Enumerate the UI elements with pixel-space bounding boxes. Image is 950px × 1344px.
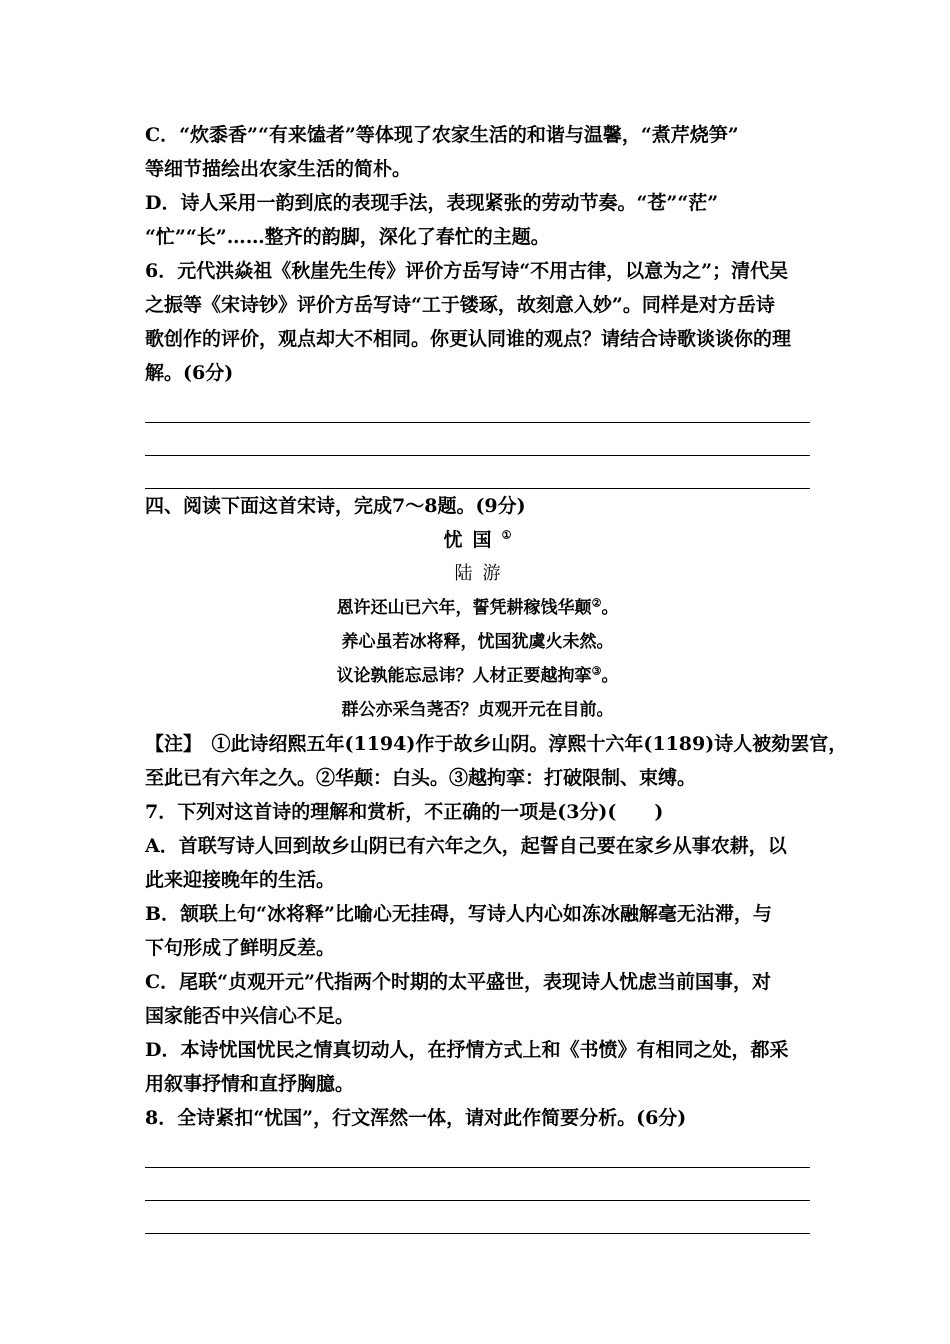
q7-option-c-line1[interactable]: C．尾联“贞观开元”代指两个时期的太平盛世，表现诗人忧虑当前国事，对	[145, 971, 771, 993]
poem-title-note: ①	[501, 528, 522, 542]
poem-line-text: 恩许还山已六年，誓凭耕稼饯华颠	[336, 598, 592, 618]
poem-author: 陆游	[454, 563, 511, 584]
poem-line-text: 群公亦采刍荛否？贞观开元在目前。	[341, 700, 614, 720]
document-page	[145, 118, 848, 1234]
q6-line3: 歌创作的评价，观点却大不相同。你更认同谁的观点？请结合诗歌谈谈你的理	[145, 328, 792, 350]
poem-line-note: ②	[591, 596, 602, 610]
q7-option-a-line2[interactable]: 此来迎接晚年的生活。	[145, 869, 336, 891]
poem-line-text: 议论孰能忘忌讳？人材正要越拘挛	[336, 666, 592, 686]
q6-line1: 6．元代洪焱祖《秋崖先生传》评价方岳写诗“不用古律，以意为之”；清代吴	[145, 260, 789, 282]
q6-answer-line[interactable]	[145, 390, 810, 423]
q7-stem: 7．下列对这首诗的理解和赏析，不正确的一项是(3分)( )	[145, 801, 664, 823]
poem-note-line2: 至此已有六年之久。②华颠：白头。③越拘挛：打破限制、束缚。	[145, 767, 697, 789]
poem-title-text: 忧国	[443, 529, 502, 551]
q7-option-d-line2[interactable]: 用叙事抒情和直抒胸臆。	[145, 1073, 355, 1095]
poem-line-note: ③	[591, 664, 602, 678]
q6-answer-line[interactable]	[145, 456, 810, 489]
poem-line	[145, 693, 810, 727]
q6-line2: 之振等《宋诗钞》评价方岳写诗“工于镂琢，故刻意入妙”。同样是对方岳诗	[145, 294, 775, 316]
q7-option-a-line1[interactable]: A．首联写诗人回到故乡山阴已有六年之久，起誓自己要在家乡从事农耕，以	[145, 835, 787, 857]
poem-line	[145, 659, 810, 693]
q7-option-b-line2[interactable]: 下句形成了鲜明反差。	[145, 937, 336, 959]
poem-note-line1: 【注】 ①此诗绍熙五年(1194)作于故乡山阴。淳熙十六年(1189)诗人被劾罢官，	[145, 733, 848, 755]
q5-option-d-line2: “忙”“长”……整齐的韵脚，深化了春忙的主题。	[145, 226, 550, 248]
q7-option-c-line2[interactable]: 国家能否中兴信心不足。	[145, 1005, 355, 1027]
q5-option-c-line2: 等细节描绘出农家生活的简朴。	[145, 158, 412, 180]
poem-title	[145, 523, 810, 557]
q8-answer-line[interactable]	[145, 1168, 810, 1201]
q8-stem: 8．全诗紧扣“忧国”，行文浑然一体，请对此作简要分析。(6分)	[145, 1107, 687, 1129]
poem-line-end: 。	[601, 666, 619, 686]
section4-heading: 四、阅读下面这首宋诗，完成7～8题。(9分)	[145, 495, 526, 517]
poem-line-end: 。	[601, 598, 619, 618]
q8-answer-line[interactable]	[145, 1135, 810, 1168]
q5-option-d-line1: D．诗人采用一韵到底的表现手法，表现紧张的劳动节奏。“苍”“茫”	[145, 192, 719, 214]
q8-answer-line[interactable]	[145, 1201, 810, 1234]
q7-option-d-line1[interactable]: D．本诗忧国忧民之情真切动人，在抒情方式上和《书愤》有相同之处，都采	[145, 1039, 789, 1061]
q5-option-c-line1: C．“炊黍香”“有来馌者”等体现了农家生活的和谐与温馨，“煮芹烧笋”	[145, 124, 739, 146]
q7-option-b-line1[interactable]: B．颔联上句“冰将释”比喻心无挂碍，写诗人内心如冻冰融解毫无沾滞，与	[145, 903, 772, 925]
poem-line-text: 养心虽若冰将释，忧国犹虞火未然。	[341, 632, 614, 652]
q6-answer-line[interactable]	[145, 423, 810, 456]
poem-line	[145, 591, 810, 625]
q6-line4: 解。(6分)	[145, 362, 234, 384]
poem-line	[145, 625, 810, 659]
